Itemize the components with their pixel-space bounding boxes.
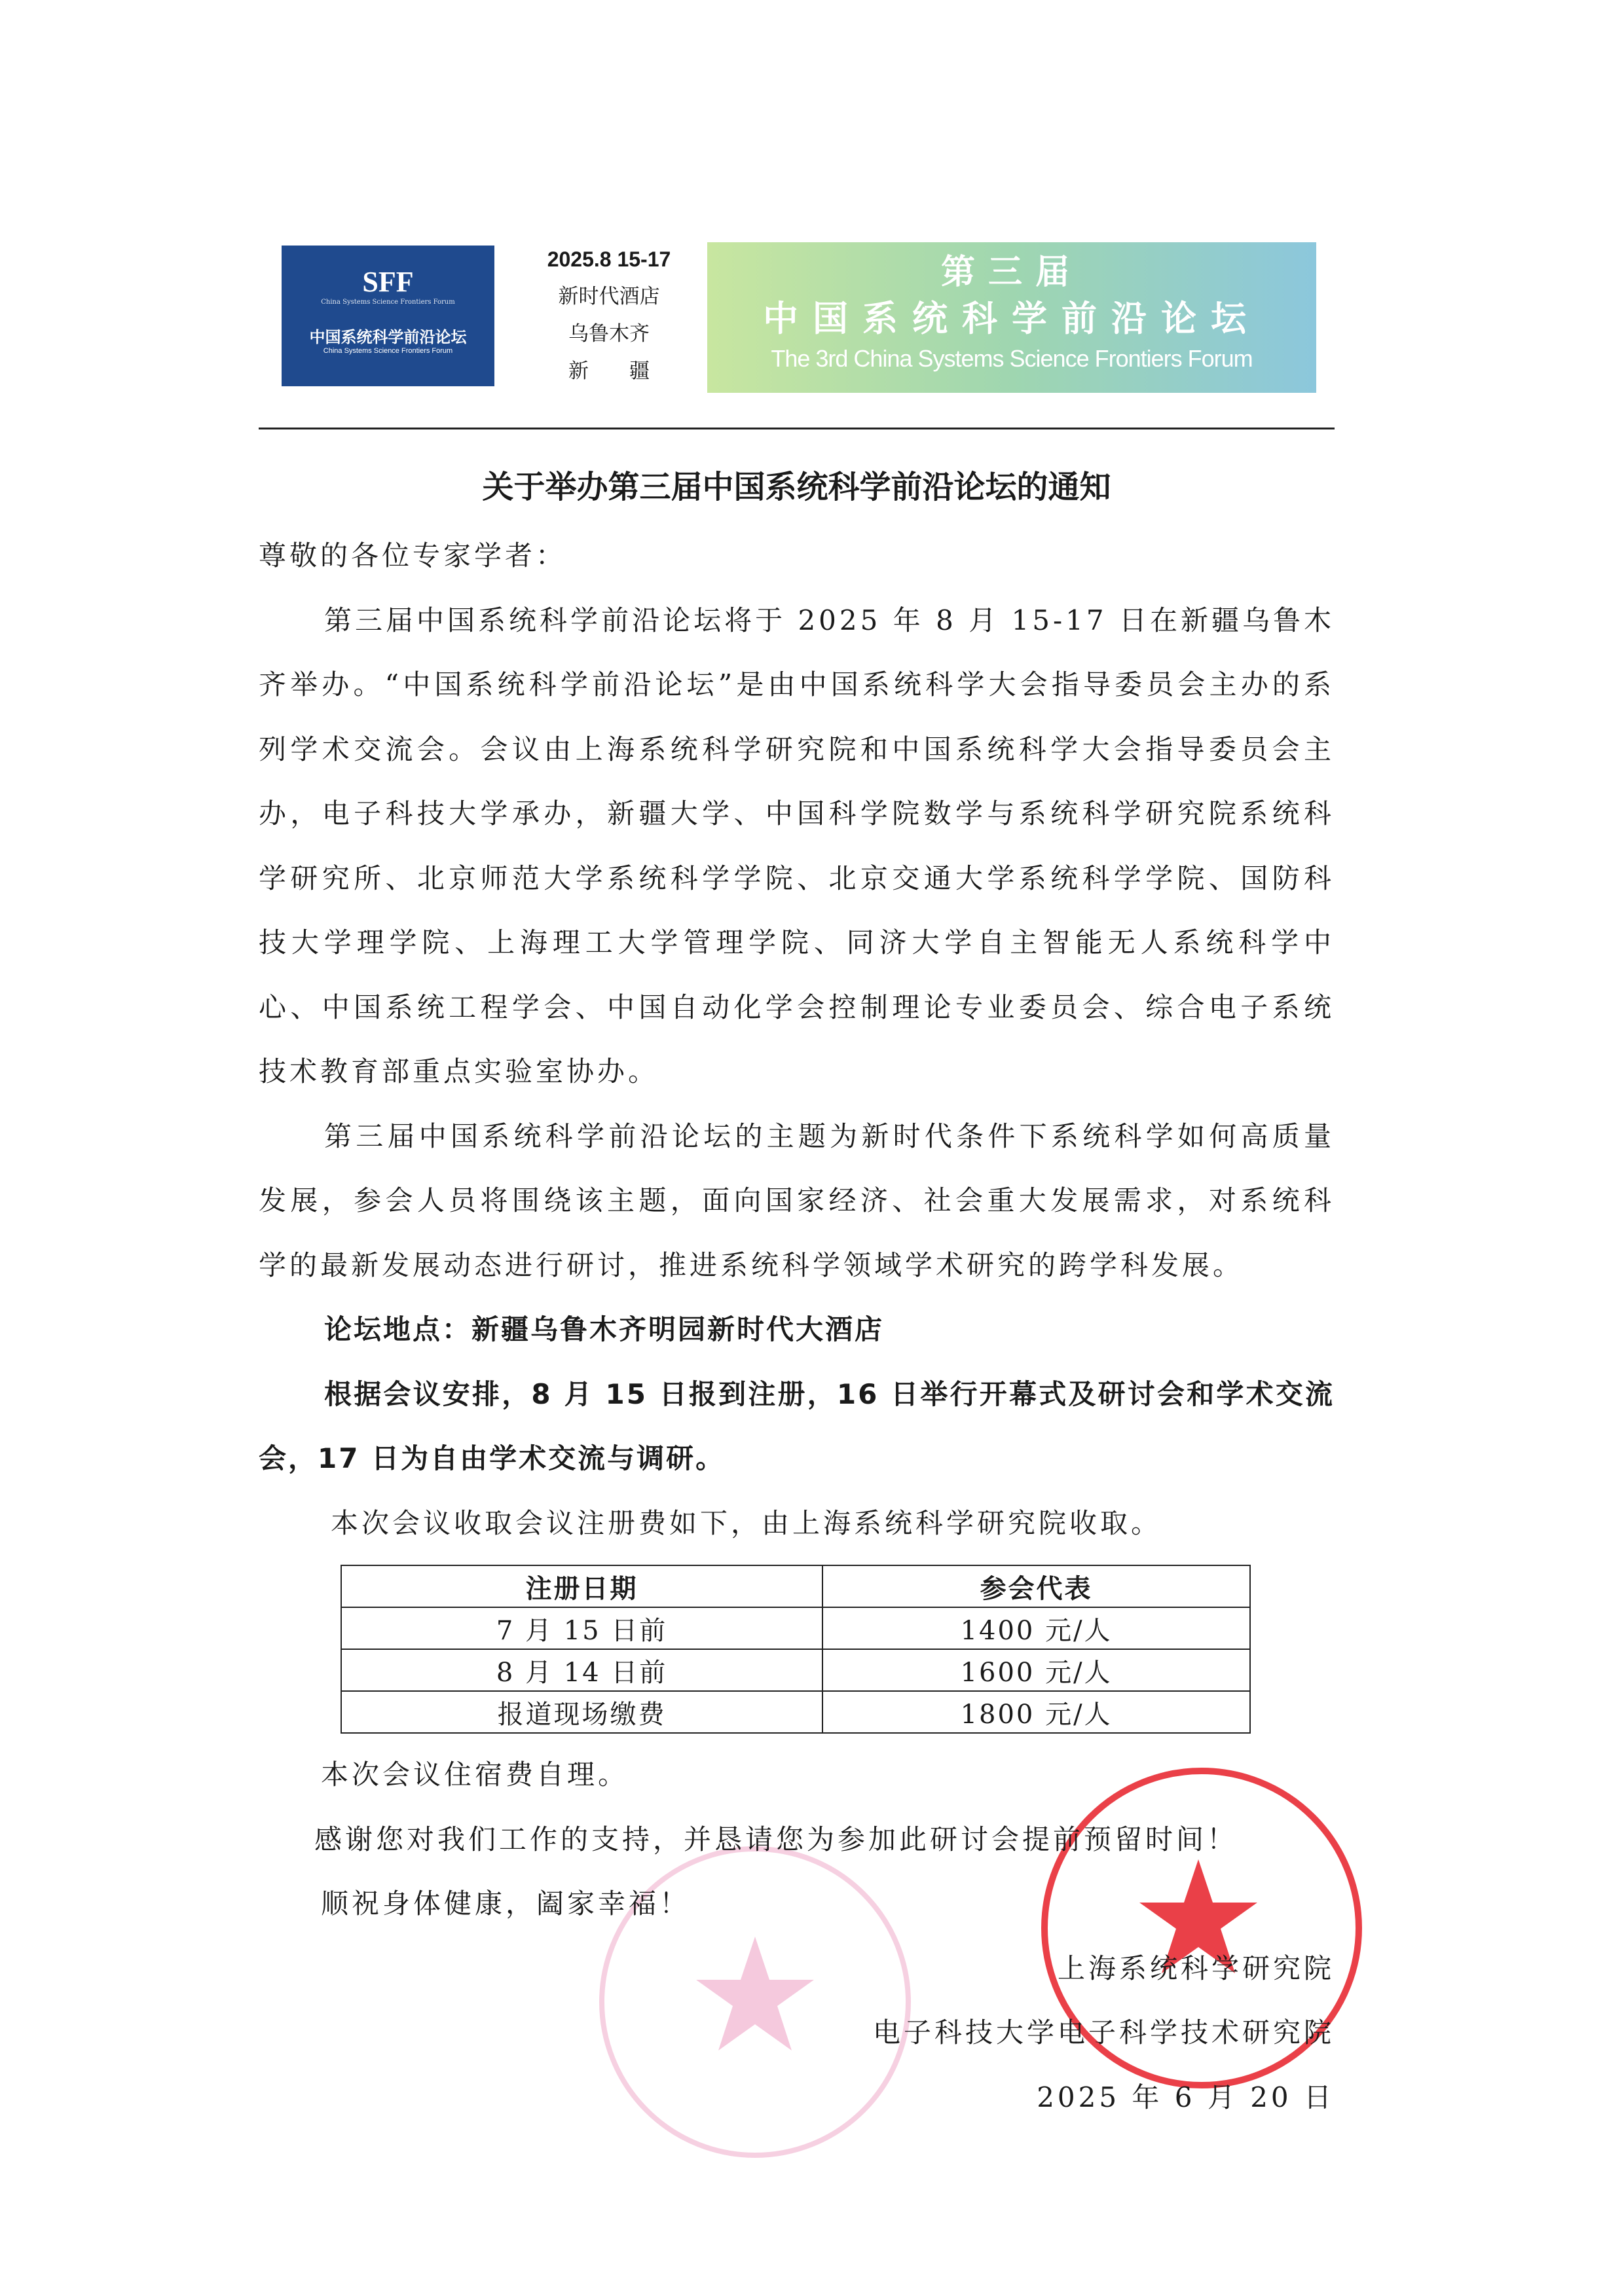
document-title: 关于举办第三届中国系统科学前沿论坛的通知 [482, 469, 1111, 505]
cell-date: 8 月 14 日前 [341, 1649, 822, 1691]
forum-location: 论坛地点：新疆乌鲁木齐明园新时代大酒店 [324, 1313, 885, 1345]
header-date: 注册日期 [341, 1565, 822, 1607]
banner-edition: 第三届 [940, 253, 1082, 292]
event-venue: 新时代酒店 [558, 285, 660, 308]
fee-table [341, 1565, 1251, 1734]
event-city: 乌鲁木齐 [568, 322, 650, 346]
table-row [341, 1607, 1250, 1649]
forum-logo [282, 246, 494, 386]
signature-shanghai: 上海系统科学研究院 [1057, 1952, 1335, 1984]
cell-fee: 1800 元/人 [822, 1691, 1250, 1733]
table-header-row [341, 1565, 1250, 1607]
logo-subtitle: China Systems Science Frontiers Forum [321, 299, 455, 306]
logo-english-name: China Systems Science Frontiers Forum [323, 347, 453, 355]
signature-uestc: 电子科技大学电子科学技术研究院 [872, 2016, 1335, 2049]
event-info [537, 241, 681, 390]
paragraph-intro: 第三届中国系统科学前沿论坛将于 2025 年 8 月 15-17 日在新疆乌鲁木齐举办。“中国系统科学前沿论坛”是由中国系统科学大会指导委员会主办的系列学术交流会。会议由上海系统科学研究院和中国系统科学大会指导委员会主办，电子科技大学承办，新疆大学、中国科学院数学与系统科学研究院系统科学研究所、北京师范大学系统科学学院、北京交通大学系统科学学院、国防科技大学理学院、上海理工大学管理学院、同济大学自主智能无人系统科学中心、中国系统工程学会、中国自动化学会控制理论专业委员会、综合电子系统技术教育部重点实验室协办。 [259, 604, 1335, 1087]
table-row [341, 1649, 1250, 1691]
logo-abbr: SFF [362, 266, 414, 298]
logo-chinese-name: 中国系统科学前沿论坛 [309, 328, 467, 346]
letter-body [259, 524, 1335, 2130]
schedule: 根据会议安排，8 月 15 日报到注册，16 日举行开幕式及研讨会和学术交流会，17 日为自由学术交流与调研。 [259, 1377, 1335, 1474]
banner-title: 中国系统科学前沿论坛 [763, 298, 1261, 339]
header-fee: 参会代表 [822, 1565, 1250, 1607]
cell-date: 报道现场缴费 [341, 1691, 822, 1733]
lodging-note: 本次会议住宿费自理。 [321, 1758, 629, 1791]
event-region: 新 疆 [568, 359, 650, 383]
cell-date: 7 月 15 日前 [341, 1607, 822, 1649]
banner-english: The 3rd China Systems Science Frontiers Forum [771, 345, 1253, 372]
event-date: 2025.8 15-17 [547, 247, 671, 271]
thanks-line: 感谢您对我们工作的支持，并恳请您为参加此研讨会提前预留时间！ [314, 1823, 1238, 1855]
fee-intro: 本次会议收取会议注册费如下，由上海系统科学研究院收取。 [331, 1506, 1162, 1539]
paragraph-theme: 第三届中国系统科学前沿论坛的主题为新时代条件下系统科学如何高质量发展，参会人员将围绕该主题，面向国家经济、社会重大发展需求，对系统科学的最新发展动态进行研讨，推进系统科学领域学术研究的跨学科发展。 [259, 1120, 1335, 1281]
document-date: 2025 年 6 月 20 日 [1037, 2081, 1335, 2113]
forum-banner [707, 242, 1316, 393]
header-divider [259, 428, 1335, 429]
salutation: 尊敬的各位专家学者： [259, 539, 567, 572]
cell-fee: 1600 元/人 [822, 1649, 1250, 1691]
wishes-line: 顺祝身体健康，阖家幸福！ [321, 1887, 691, 1920]
table-row [341, 1691, 1250, 1733]
cell-fee: 1400 元/人 [822, 1607, 1250, 1649]
